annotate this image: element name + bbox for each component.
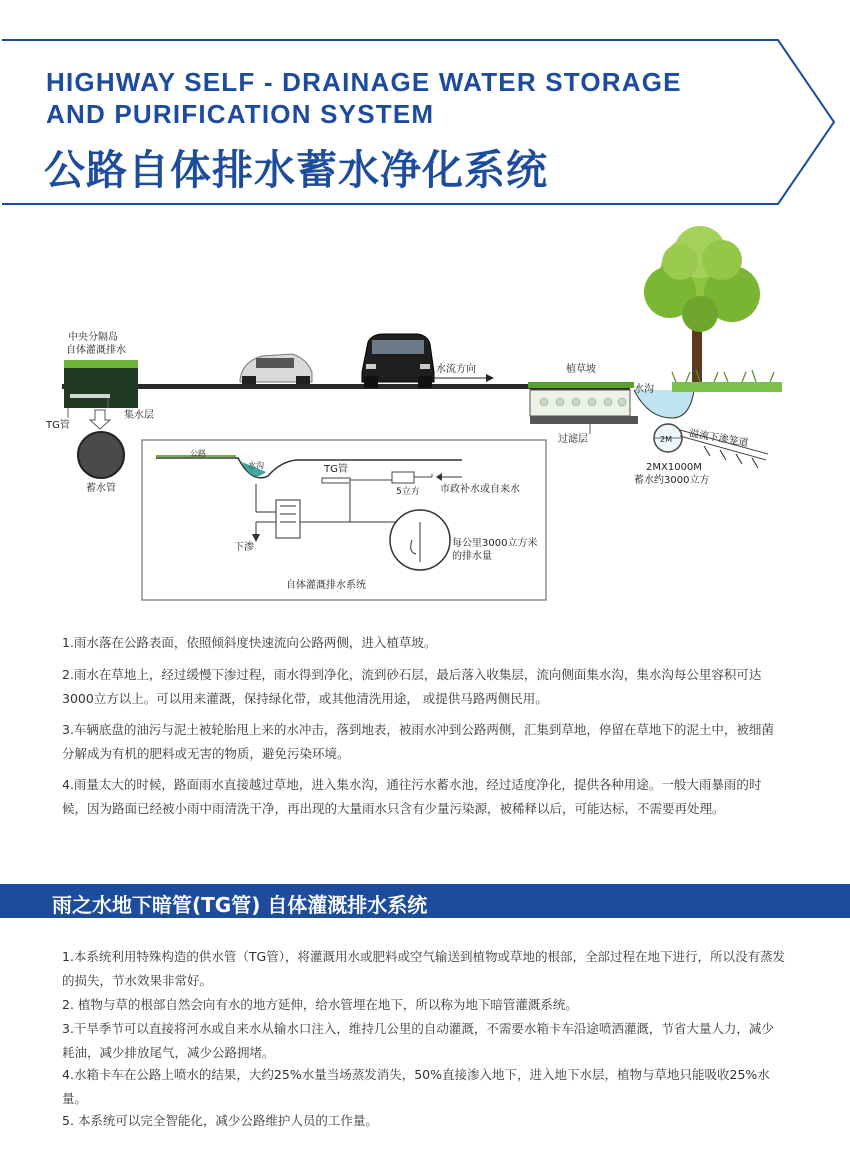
- car-white: [240, 354, 312, 384]
- title-cn: 公路自体排水蓄水净化系统: [44, 146, 548, 194]
- collect-layer-label: 集水层: [124, 410, 154, 421]
- section-header: [0, 884, 850, 918]
- storage-pipe-circle: [78, 432, 124, 478]
- ditch-label: 水沟: [634, 384, 654, 395]
- grass-slope-label: 植草坡: [566, 364, 596, 375]
- median-island: [64, 362, 138, 408]
- drainage-diagram: [0, 222, 850, 622]
- filter-layer-label: 过滤层: [558, 434, 588, 445]
- pipe-size-label: 2MX1000M: [646, 462, 702, 473]
- inset-road-label: 公路: [190, 449, 206, 458]
- inset-municipal-label: 市政补水或自来水: [440, 484, 520, 495]
- inset-tg-label: TG管: [324, 464, 348, 475]
- tree: [644, 226, 760, 384]
- section-item-4: 4.水箱卡车在公路上喷水的结果，大约25%水量当场蒸发消失，50%直接渗入地下，进入地下水层，植物与草地只能吸收25%水量。: [62, 1067, 770, 1106]
- tg-pipe-label: TG管: [46, 420, 70, 431]
- paragraph-1: 1.雨水落在公路表面，依照倾斜度快速流向公路两侧，进入植草坡。: [62, 635, 437, 650]
- storage-pipe-label: 蓄水管: [86, 483, 116, 494]
- storage-volume-label: 蓄水约3000立方: [634, 475, 710, 486]
- flow-direction-label: 水流方向: [436, 364, 476, 375]
- section-item-5: 5. 本系统可以完全智能化，减少公路维护人员的工作量。: [62, 1113, 378, 1128]
- section-item-1: 1.本系统利用特殊构造的供水管（TG管），将灌溉用水或肥料或空气输送到植物或草地的根部，全部过程在地下进行，所以没有蒸发的损失，节水效果非常好。: [62, 949, 786, 988]
- title-banner: [0, 38, 840, 208]
- diagram-art: [0, 222, 850, 622]
- section-item-2: 2. 植物与草的根部自然会向有水的地方延伸，给水管埋在地下，所以称为地下暗管灌溉系统。: [62, 997, 578, 1012]
- inset-ditch-label: 水沟: [248, 461, 264, 470]
- paragraph-4: 4.雨量太大的时候，路面雨水直接越过草地，进入集水沟，通往污水蓄水池，经过适度净化，提供各种用途。一般大雨暴雨的时候，因为路面已经被小雨中雨清洗干净，再出现的大量雨水只含有少量污染源，被稀释以后，可能达标，不需要再处理。: [62, 777, 762, 816]
- overflow-label: 溢流下渗笼道: [688, 428, 750, 450]
- paragraph-2: 2.雨水在草地上，经过缓慢下渗过程，雨水得到净化，流到砂石层，最后落入收集层，流向侧面集水沟，集水沟每公里容积可达3000立方以上。可以用来灌溉，保持绿化带，或其他清洗用途， 或提供马路两侧民用。: [62, 667, 762, 706]
- median-label-1: 中央分隔岛: [68, 332, 118, 343]
- inset-drain-label-2: 的排水量: [452, 551, 492, 562]
- paragraph-3: 3.车辆底盘的油污与泥土被轮胎甩上来的水冲击，落到地表，被雨水冲到公路两侧，汇集到草地，停留在草地下的泥土中，被细菌分解成为有机的肥料或无害的物质，避免污染环境。: [62, 722, 774, 761]
- inset-drain-label-1: 每公里3000立方米: [452, 538, 538, 549]
- dim-2m-label: 2M: [660, 435, 672, 444]
- inset-tank-label: 5立方: [396, 487, 420, 497]
- title-en-line2: AND PURIFICATION SYSTEM: [46, 99, 435, 129]
- car-black: [362, 334, 434, 388]
- section-item-3: 3.干旱季节可以直接将河水或自来水从输水口注入，维持几公里的自动灌溉，不需要水箱卡车沿途喷洒灌溉，节省大量人力，减少耗油，减少排放尾气，减少公路拥堵。: [62, 1021, 774, 1060]
- title-en-line1: HIGHWAY SELF - DRAINAGE WATER STORAGE: [46, 67, 682, 97]
- section-title: 雨之水地下暗管(TG管) 自体灌溉排水系统: [52, 893, 428, 917]
- median-label-2: 自体灌溉排水: [66, 345, 126, 356]
- inset-caption: 自体灌溉排水系统: [286, 580, 366, 591]
- inset-seep-label: 下渗: [234, 542, 254, 553]
